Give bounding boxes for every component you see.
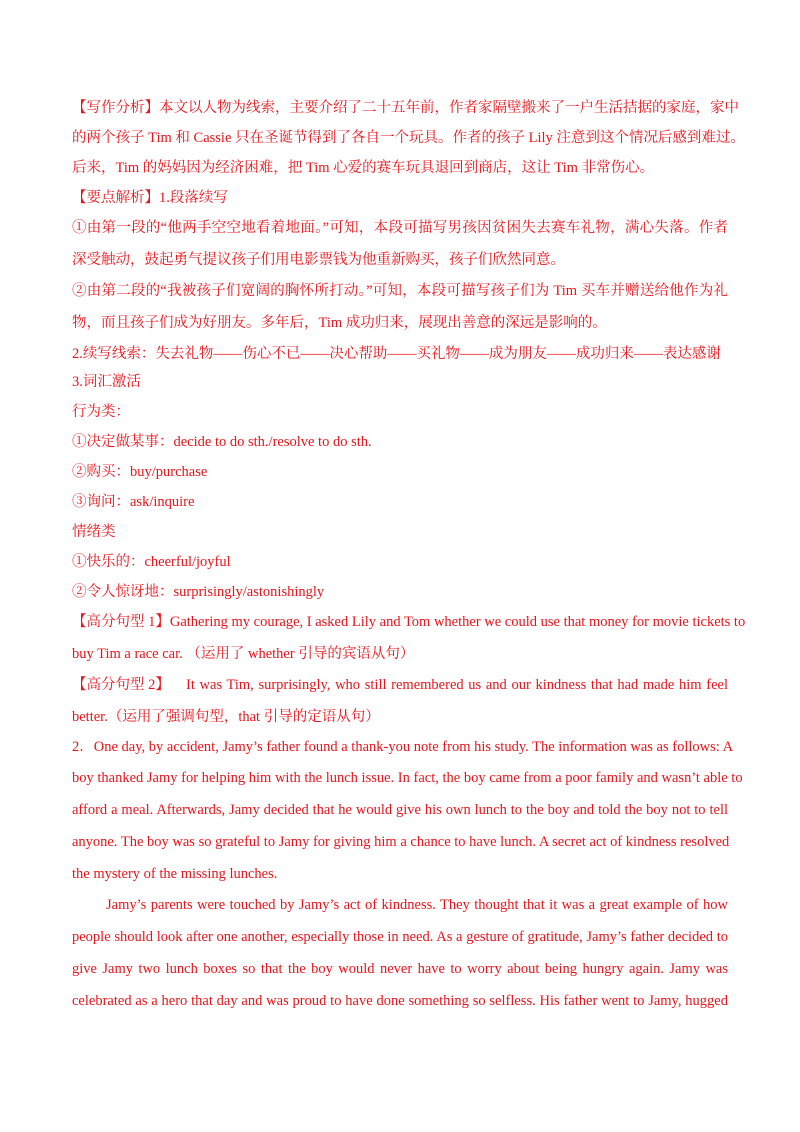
passage-2-line-3: afford a meal. Afterwards, Jamy decided that he would give his own lunch to the boy and told the boy not to tell	[72, 802, 728, 818]
vocabulary-heading: 3.词汇激活	[72, 374, 141, 390]
sentence-pattern-1-line-2: buy Tim a race car. （运用了 whether 引导的宾语从句）	[72, 646, 415, 662]
key-point-2-line-2: 物，而且孩子们成为好朋友。多年后，Tim 成功归来，展现出善意的深远是影响的。	[72, 315, 607, 331]
vocab-item-cheerful: ①快乐的：cheerful/joyful	[72, 554, 231, 570]
emotion-category-label: 情绪类	[72, 524, 116, 540]
writing-analysis-line-1: 【写作分析】本文以人物为线索，主要介绍了二十五年前，作者家隔壁搬来了一户生活拮据的家庭，家中	[72, 100, 739, 116]
key-points-heading: 【要点解析】1.段落续写	[72, 190, 228, 206]
passage-2-line-2: boy thanked Jamy for helping him with the lunch issue. In fact, the boy came from a poor family and wasn’t able to	[72, 770, 743, 786]
vocab-item-ask: ③询问：ask/inquire	[72, 494, 195, 510]
vocab-item-decide: ①决定做某事：decide to do sth./resolve to do sth.	[72, 434, 372, 450]
passage-2-paragraph-2-line-2: people should look after one another, especially those in need. As a gesture of gratitude, Jamy’s father decided to	[72, 929, 728, 945]
key-point-2-line-1: ②由第二段的“我被孩子们宽阔的胸怀所打动。”可知，本段可描写孩子们为 Tim 买车并赠送给他作为礼	[72, 283, 728, 299]
writing-analysis-line-3: 后来，Tim 的妈妈因为经济困难，把 Tim 心爱的赛车玩具退回到商店，这让 Tim 非常伤心。	[72, 160, 655, 176]
key-point-1-line-2: 深受触动，鼓起勇气提议孩子们用电影票钱为他重新购买，孩子们欣然同意。	[72, 252, 565, 268]
sentence-pattern-2-line-2: better.（运用了强调句型，that 引导的定语从句）	[72, 709, 380, 725]
vocab-item-surprisingly: ②令人惊讶地：surprisingly/astonishingly	[72, 584, 325, 600]
sentence-pattern-1-line-1: 【高分句型 1】Gathering my courage, I asked Lily and Tom whether we could use that money for movie tickets to	[72, 614, 746, 630]
behavior-category-label: 行为类：	[72, 404, 130, 420]
vocab-item-buy: ②购买：buy/purchase	[72, 464, 208, 480]
passage-2-paragraph-2-line-4: celebrated as a hero that day and was proud to have done something so selfless. His father went to Jamy, hugged	[72, 993, 728, 1009]
passage-2-line-5: the mystery of the missing lunches.	[72, 866, 278, 882]
sentence-pattern-2-label: 【高分句型 2】	[72, 677, 170, 693]
passage-2-paragraph-2-line-3: give Jamy two lunch boxes so that the boy would never have to worry about being hungry again. Jamy was	[72, 961, 728, 977]
sentence-pattern-2-line-1: It was Tim, surprisingly, who still remembered us and our kindness that had made him feel	[186, 677, 728, 693]
key-point-1-line-1: ①由第一段的“他两手空空地看着地面。”可知，本段可描写男孩因贫困失去赛车礼物，满心失落。作者	[72, 220, 728, 236]
passage-2-line-4: anyone. The boy was so grateful to Jamy for giving him a chance to have lunch. A secret act of kindness resolved	[72, 834, 730, 850]
continuation-clues: 2.续写线索：失去礼物——伤心不已——决心帮助——买礼物——成为朋友——成功归来——表达感谢	[72, 346, 721, 362]
writing-analysis-line-2: 的两个孩子 Tim 和 Cassie 只在圣诞节得到了各自一个玩具。作者的孩子 Lily 注意到这个情况后感到难过。	[72, 130, 745, 146]
passage-2-paragraph-2-line-1: Jamy’s parents were touched by Jamy’s act of kindness. They thought that it was a great example of how	[106, 897, 728, 913]
passage-2-line-1: 2．One day, by accident, Jamy’s father found a thank-you note from his study. The information was as follows: A	[72, 739, 734, 755]
